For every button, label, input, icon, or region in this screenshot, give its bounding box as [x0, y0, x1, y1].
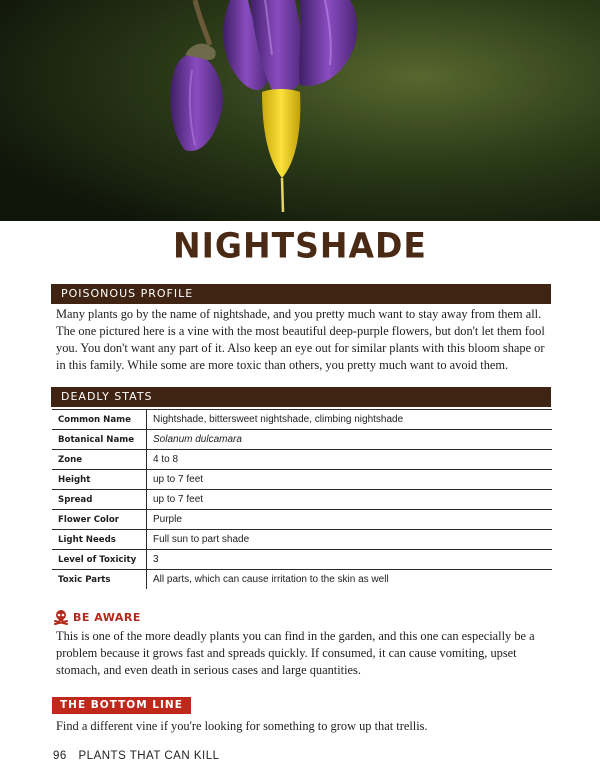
- stat-value: up to 7 feet: [147, 470, 553, 490]
- deadly-stats-table: [52, 409, 552, 589]
- stat-value: 3: [147, 550, 553, 570]
- table-row: [52, 570, 552, 590]
- page-number: 96: [53, 750, 67, 762]
- table-row: [52, 510, 552, 530]
- stat-label: Height: [52, 470, 147, 490]
- stat-value: Full sun to part shade: [147, 530, 553, 550]
- stat-value: Purple: [147, 510, 553, 530]
- table-row: [52, 430, 552, 450]
- bottom-line-header: THE BOTTOM LINE: [52, 697, 191, 714]
- stat-label: Light Needs: [52, 530, 147, 550]
- be-aware-header: [53, 608, 141, 626]
- stat-label: Botanical Name: [52, 430, 147, 450]
- table-row: [52, 450, 552, 470]
- poisonous-profile-header: POISONOUS PROFILE: [51, 284, 551, 304]
- stat-value: up to 7 feet: [147, 490, 553, 510]
- table-row: [52, 530, 552, 550]
- stat-label: Common Name: [52, 410, 147, 430]
- table-row: [52, 410, 552, 430]
- stat-label: Spread: [52, 490, 147, 510]
- stat-label: Zone: [52, 450, 147, 470]
- stat-label: Toxic Parts: [52, 570, 147, 590]
- table-row: [52, 470, 552, 490]
- stat-value: Solanum dulcamara: [147, 430, 553, 450]
- nightshade-flower-photo: [0, 0, 600, 221]
- page-title: NIGHTSHADE: [173, 225, 427, 266]
- be-aware-label: BE AWARE: [73, 610, 141, 624]
- profile-paragraph: Many plants go by the name of nightshade, and you pretty much want to stay away from them all. The one pictured here is a vine with the most beautiful deep-purple flowers, but don't let them fool you. You don't want any part of it. Also keep an eye out for similar plants with this bloom shape or in this family. While some are more toxic than others, you pretty much want to avoid them.: [56, 307, 545, 372]
- book-title: PLANTS THAT CAN KILL: [78, 750, 220, 762]
- be-aware-paragraph: This is one of the more deadly plants you can find in the garden, and this one can especially be a problem because it grows fast and spreads quickly. If consumed, it can cause vomiting, upset stomach, and even death in serious cases and large quantities.: [56, 629, 535, 677]
- deadly-stats-header: DEADLY STATS: [51, 387, 551, 407]
- table-row: [52, 550, 552, 570]
- stat-label: Level of Toxicity: [52, 550, 147, 570]
- skull-crossbones-icon: [53, 609, 69, 625]
- flower-illustration: [0, 0, 600, 221]
- stat-label: Flower Color: [52, 510, 147, 530]
- stat-value: 4 to 8: [147, 450, 553, 470]
- stat-value: All parts, which can cause irritation to the skin as well: [153, 574, 389, 585]
- page-footer: [53, 750, 220, 762]
- table-row: [52, 490, 552, 510]
- stat-value: Nightshade, bittersweet nightshade, climbing nightshade: [147, 410, 553, 430]
- bottom-line-paragraph: Find a different vine if you're looking for something to grow up that trellis.: [56, 719, 428, 733]
